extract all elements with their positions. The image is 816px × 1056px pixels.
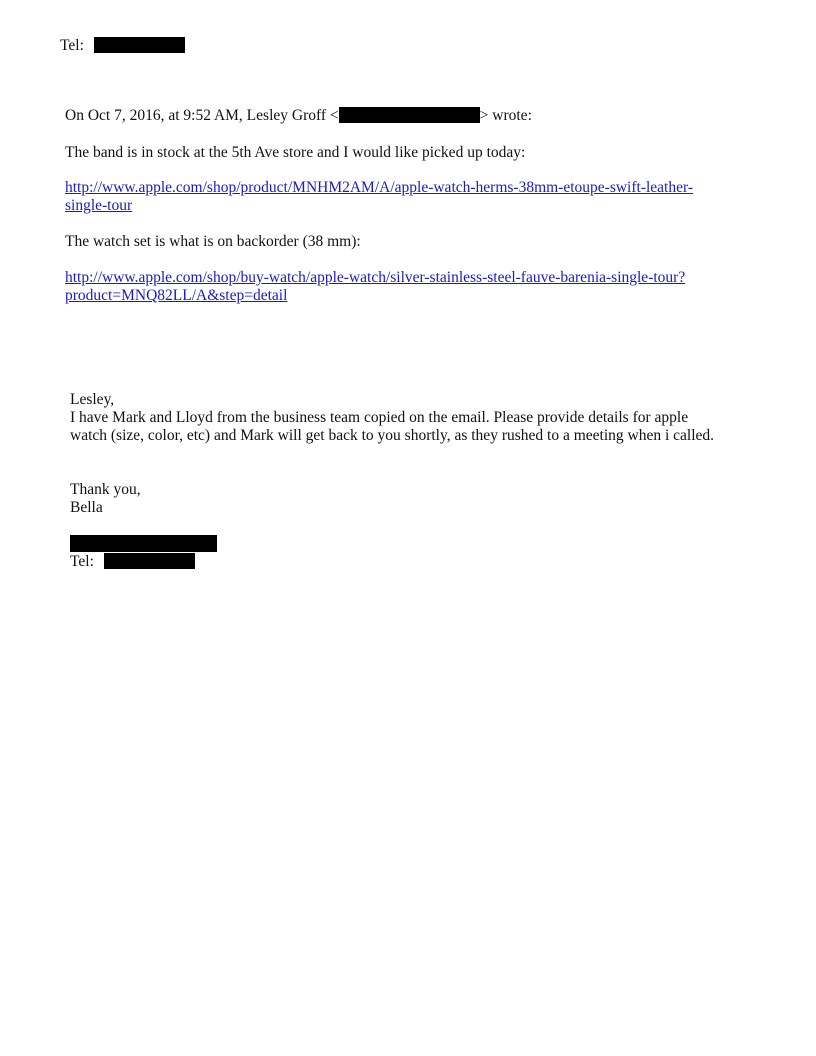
quoted-intro [65,107,532,125]
reply-body-line2: watch (size, color, etc) and Mark will get back to you shortly, as they rushed to a meeting when i called. [70,427,715,444]
sender-email-redaction [339,107,480,123]
top-tel-redaction [94,37,185,53]
reply-closing: Thank you, [70,481,141,498]
link1-block [65,179,693,215]
bottom-tel-redaction [104,553,195,569]
band-product-link[interactable]: http://www.apple.com/shop/product/MNHM2AM/A/apple-watch-herms-38mm-etoupe-swift-leather- single-tour [65,179,694,214]
band-line: The band is in stock at the 5th Ave store and I would like picked up today: [65,144,526,161]
reply-signature: Bella [70,499,103,516]
top-tel-label: Tel: [60,37,84,54]
watch-product-link[interactable]: http://www.apple.com/shop/buy-watch/apple-watch/silver-stainless-steel-fauve-barenia-single-tour? product=MNQ82LL/A&step=detail [65,269,686,304]
quoted-intro-before: On Oct 7, 2016, at 9:52 AM, Lesley Groff < [65,107,339,124]
top-tel-line [60,37,185,55]
quoted-intro-after: > wrote: [479,107,532,124]
signature-title-redaction [70,535,217,552]
reply-greeting: Lesley, [70,391,115,408]
link2-block [65,269,685,305]
bottom-tel-label: Tel: [70,553,94,570]
reply-body-line1: I have Mark and Lloyd from the business team copied on the email. Please provide details for apple [70,409,689,426]
bottom-tel-line [70,553,195,571]
watch-line: The watch set is what is on backorder (38 mm): [65,233,361,250]
